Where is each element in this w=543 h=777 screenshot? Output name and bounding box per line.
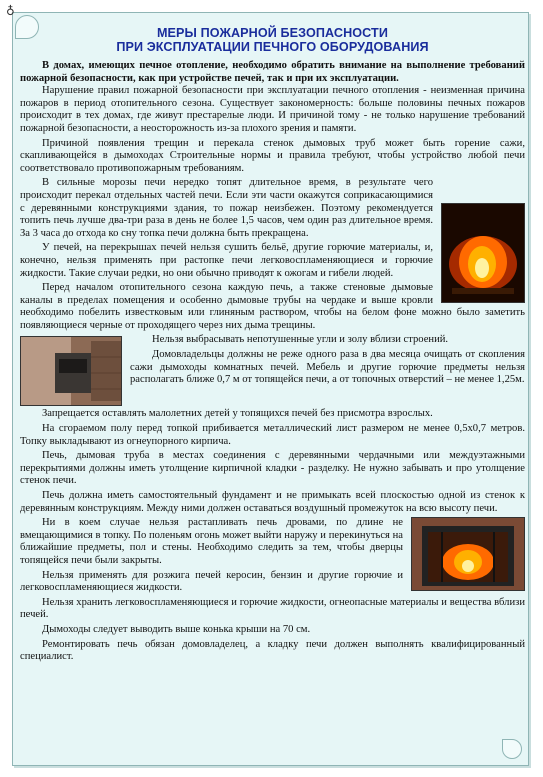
paragraph: Домовладельцы должны не реже одного раза в два месяца очищать от скопления сажи дымоходы комнатных печей. Мебель и другие горючие предметы нельзя располагать ближе 0,7 м от топящейся печи, а от топочных отверстий – не менее 1,25м. xyxy=(130,349,525,386)
scroll-curl-bottom-right xyxy=(502,739,522,759)
paragraph: Печь, дымовая труба в местах соединения с деревянными чердачными или междуэтажными перекрытиями должны иметь утолщение кирпичной кладки - разделку. Не нужно забывать и про утолщение стенок печи. xyxy=(20,450,525,487)
paragraph: Причиной появления трещин и перекала стенок дымовых труб может быть горение сажи, скапливающейся в дымоходах Строительные нормы и правила требуют, чтобы устройство любой печи соответствовало противопожарным требованиям. xyxy=(20,137,525,174)
paragraph: Дымоходы следует выводить выше конька крыши на 70 см. xyxy=(42,623,311,635)
paragraph: Перед началом отопительного сезона каждую печь, а также стеновые дымовые каналы в пределах помещения и особенно дымовые трубы на чердаке и выше кровли необходимо побелить известковым или глиняным раствором, чтобы на белом фоне можно было заметить появляющиеся черные от проходящего через них дыма трещины. xyxy=(20,282,525,331)
fireplace-photo xyxy=(411,517,525,591)
pin-icon: ♁ xyxy=(6,4,15,18)
page-title xyxy=(20,26,525,54)
title-line-2: ПРИ ЭКСПЛУАТАЦИИ ПЕЧНОГО ОБОРУДОВАНИЯ xyxy=(116,40,429,54)
lead-paragraph: В домах, имеющих печное отопление, необходимо обратить внимание на выполнение требований пожарной безопасности, как при устройстве печей, так и при их эксплуатации. xyxy=(20,60,525,84)
paragraph: Нельзя применять для розжига печей керосин, бензин и другие горючие и легковоспламеняющиеся жидкости. xyxy=(20,569,403,594)
paragraph: У печей, на перекрышах печей нельзя сушить бельё, другие горючие материалы, и, конечно, нельзя применять при растопке печи легковоспламеняющиеся и горючие жидкости. Такие случаи редки, но они обычно приводят к ожогам и гибели людей. xyxy=(20,242,433,279)
stove-fire-photo xyxy=(441,203,525,303)
document-content xyxy=(20,18,525,666)
paragraph: Печь должна иметь самостоятельный фундамент и не примыкать всей плоскостью одной из стенок к деревянным конструкциям. Между ними должен оставаться воздушный промежуток на всю высоту печи. xyxy=(20,490,525,514)
title-line-1: МЕРЫ ПОЖАРНОЙ БЕЗОПАСНОСТИ xyxy=(156,26,389,40)
stove-photo xyxy=(20,336,122,406)
paragraph: Ремонтировать печь обязан домовладелец, а кладку печи должен выполнять квалифицированный специалист. xyxy=(20,638,525,663)
paragraph: Нельзя выбрасывать непотушенные угли и золу вблизи строений. xyxy=(152,334,449,346)
paragraph: Запрещается оставлять малолетних детей у топящихся печей без присмотра взрослых. xyxy=(42,408,433,420)
paragraph: На сгораемом полу перед топкой прибивается металлический лист размером не менее 0,5х0,7 метров. Топку выкладывают из огнеупорного кирпича. xyxy=(20,423,525,447)
paragraph: Нельзя хранить легковоспламеняющиеся и горючие жидкости, огнеопасные материалы и вещества вблизи печей. xyxy=(20,596,525,621)
paragraph: В сильные морозы печи нередко топят длительное время, в результате чего происходит перекал отдельных частей печи. Если эти части окажутся соприкасающимися с деревянными конструкциями здания, то пожар неизбежен. Поэтому рекомендуется топить печь лучше два-три раза в день не более 1,5 часов, чем один раз длительное время. За 3 часа до отхода ко сну топка печи должна быть прекращена. xyxy=(20,177,433,239)
paragraph: Ни в коем случае нельзя растапливать печь дровами, по длине не вмещающимися в топку. По поленьям огонь может выйти наружу и перекинуться на ближайшие предметы, пол и стены. Необходимо следить за тем, чтобы дверцы топящейся печи были закрыты. xyxy=(20,517,403,566)
paragraph: Нарушение правил пожарной безопасности при эксплуатации печного отопления - неизменная причина пожаров в период отопительного сезона. Существует закономерность: больше половины печных пожаров происходит в тех домах, где живут престарелые люди. И причиной тому - не только нарушение требований пожарной безопасности, а неосторожность из-за плохого зрения и памяти. xyxy=(20,85,525,134)
